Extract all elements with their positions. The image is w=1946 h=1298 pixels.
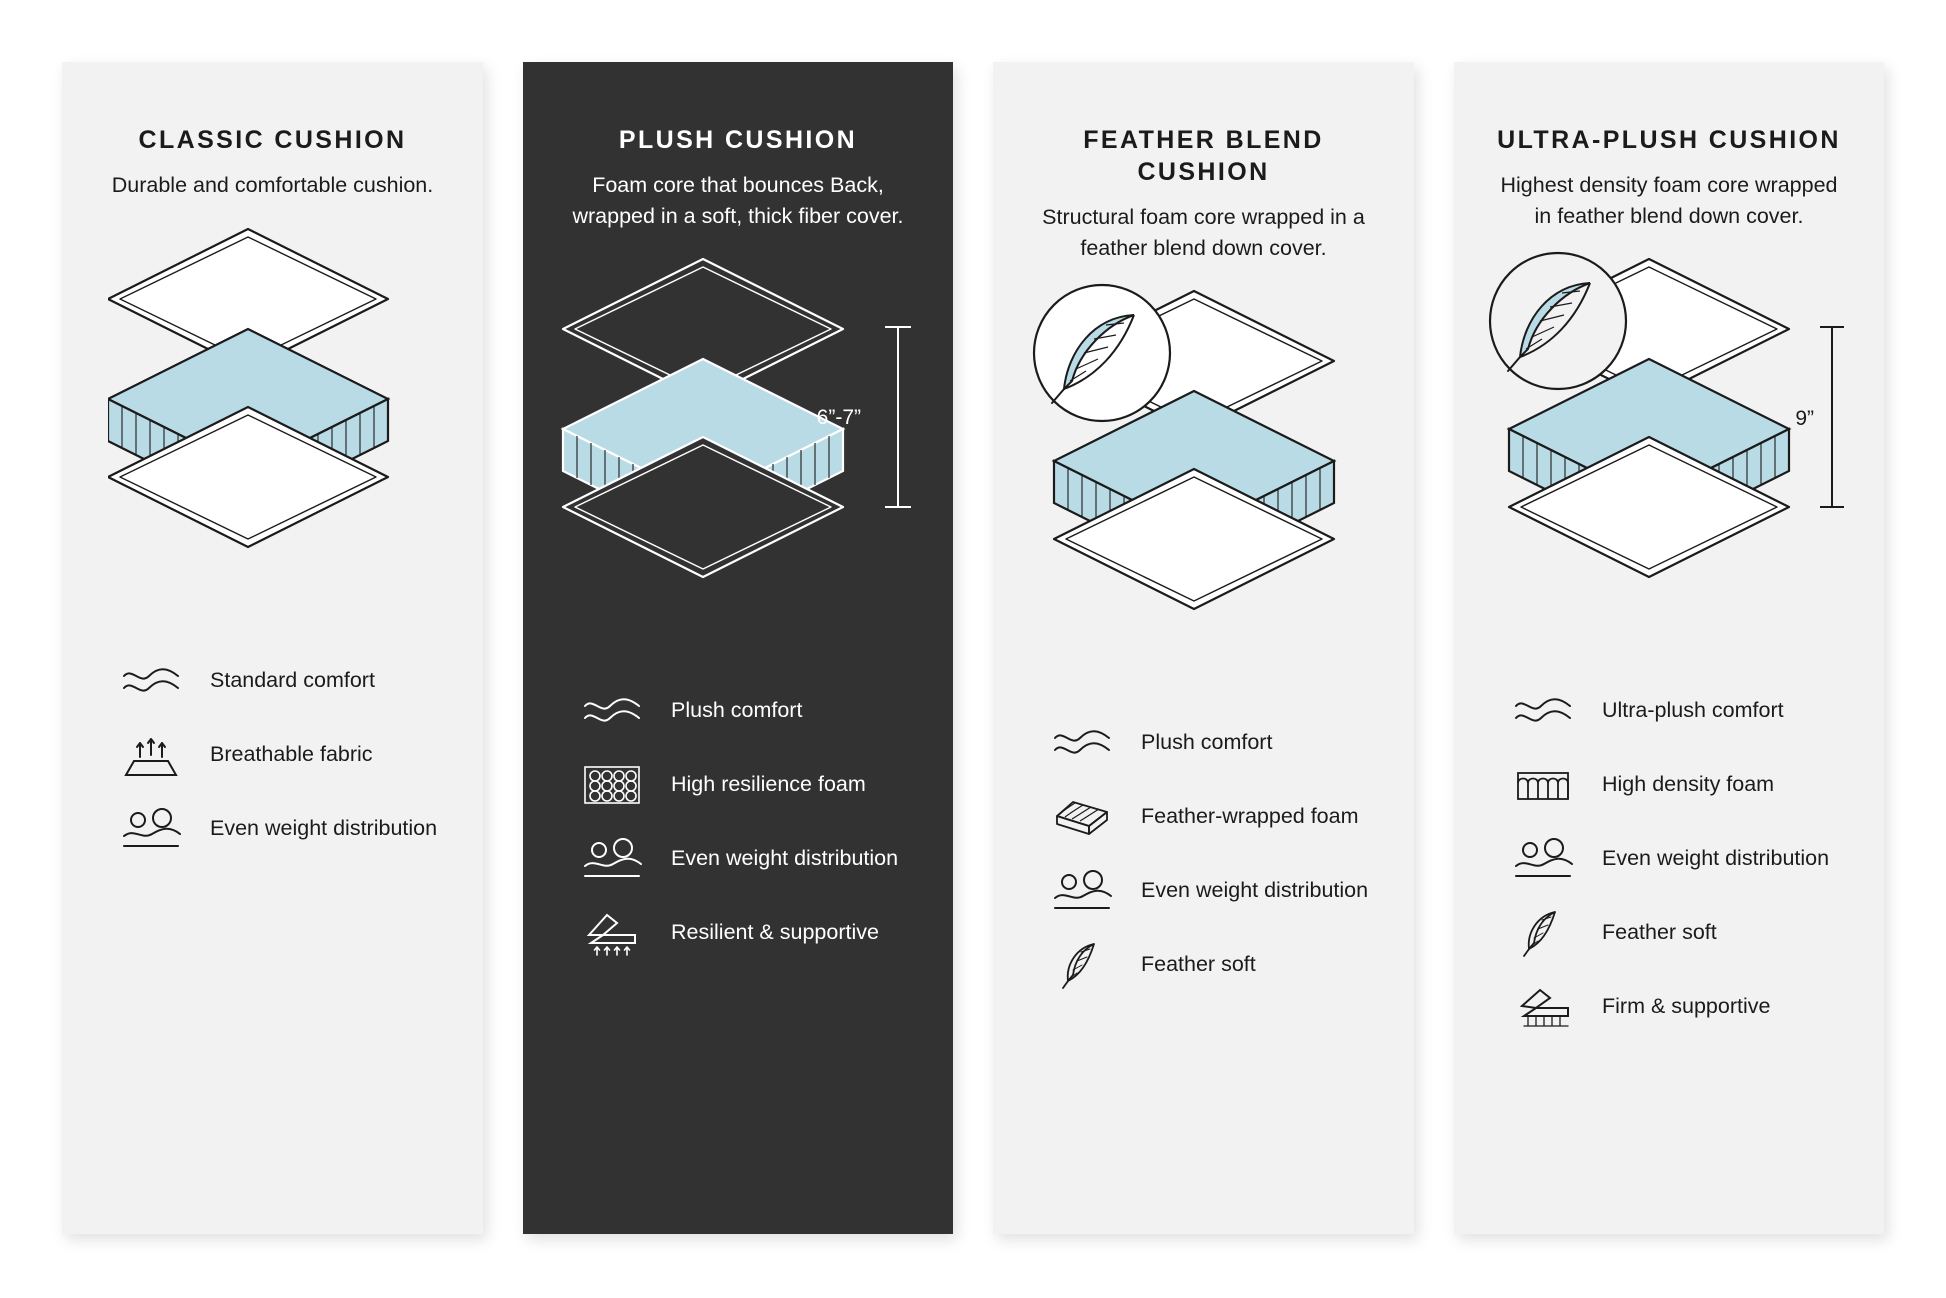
card-plush-cushion[interactable]: [523, 62, 953, 1234]
card-description: Foam core that bounces Back, wrapped in a soft, thick fiber cover.: [572, 173, 904, 228]
page-title: ULTRA-PLUSH CUSHION: [1497, 126, 1841, 154]
dimension-bracket: [885, 327, 911, 507]
feather-wrapped-foam-icon: [1049, 791, 1115, 843]
feature-list: [1484, 685, 1854, 1033]
list-item[interactable]: [1049, 717, 1384, 769]
list-item[interactable]: [1510, 833, 1854, 885]
list-item-label: Even weight distribution: [1602, 846, 1830, 871]
list-item-label: Feather soft: [1141, 952, 1256, 977]
list-item-label: Even weight distribution: [210, 815, 438, 840]
dimension-bracket: [1820, 327, 1844, 507]
waves-icon: [118, 655, 184, 707]
list-item[interactable]: [579, 685, 923, 737]
cushion-diagram-classic: [92, 219, 453, 649]
list-item-label: Ultra-plush comfort: [1602, 698, 1784, 723]
waves-icon: [579, 685, 645, 737]
card-description: Structural foam core wrapped in a feather blend down cover.: [1042, 205, 1365, 260]
even-weight-icon: [118, 803, 184, 855]
list-item-label: Firm & supportive: [1602, 994, 1771, 1019]
list-item-label: Plush comfort: [671, 698, 803, 723]
feather-icon: [1049, 939, 1115, 991]
list-item-label: High resilience foam: [671, 772, 866, 797]
waves-icon: [1510, 685, 1576, 737]
list-item[interactable]: [1049, 791, 1384, 843]
list-item[interactable]: [579, 907, 923, 959]
list-item[interactable]: [1510, 907, 1854, 959]
dimension-label: 9”: [1795, 407, 1814, 431]
page-title: CLASSIC CUSHION: [138, 126, 407, 154]
supportive-seat-icon: [579, 907, 645, 959]
list-item-label: Even weight distribution: [671, 846, 899, 871]
cushion-diagram-ultra-plush: [1484, 249, 1854, 679]
list-item-label: Standard comfort: [210, 667, 375, 692]
feather-icon: [1510, 907, 1576, 959]
card-ultra-plush-cushion[interactable]: [1454, 62, 1884, 1234]
supportive-seat-icon: [1510, 981, 1576, 1033]
list-item[interactable]: [1510, 759, 1854, 811]
list-item-label: Resilient & supportive: [671, 920, 879, 945]
dimension-label: 6”-7”: [816, 406, 861, 430]
list-item[interactable]: [1049, 865, 1384, 917]
page-title: PLUSH CUSHION: [618, 126, 858, 154]
list-item-label: High density foam: [1602, 772, 1775, 797]
even-weight-icon: [579, 833, 645, 885]
cushion-diagram-plush: [553, 249, 923, 679]
waves-icon: [1049, 717, 1115, 769]
list-item[interactable]: [579, 759, 923, 811]
card-description: Highest density foam core wrapped in feather blend down cover.: [1500, 173, 1838, 228]
list-item[interactable]: [118, 803, 453, 855]
list-item[interactable]: [1510, 685, 1854, 737]
even-weight-icon: [1049, 865, 1115, 917]
list-item-label: Even weight distribution: [1141, 878, 1369, 903]
feature-list: [1023, 717, 1384, 991]
feature-list: [92, 655, 453, 855]
card-description: Durable and comfortable cushion.: [111, 173, 434, 197]
honeycomb-foam-icon: [579, 759, 645, 811]
list-item-label: Plush comfort: [1141, 730, 1273, 755]
list-item-label: Breathable fabric: [210, 741, 373, 766]
list-item[interactable]: [1049, 939, 1384, 991]
feather-badge-icon: [1490, 253, 1626, 389]
list-item[interactable]: [1510, 981, 1854, 1033]
even-weight-icon: [1510, 833, 1576, 885]
page-title: FEATHER BLEND CUSHION: [1083, 126, 1324, 186]
list-item-label: Feather-wrapped foam: [1141, 804, 1359, 829]
feather-badge-icon: [1034, 285, 1170, 421]
card-classic-cushion[interactable]: [62, 62, 483, 1234]
card-feather-blend-cushion[interactable]: [993, 62, 1414, 1234]
feature-list: [553, 685, 923, 959]
high-density-foam-icon: [1510, 759, 1576, 811]
breathable-fabric-icon: [118, 729, 184, 781]
list-item[interactable]: [118, 655, 453, 707]
cushion-diagram-feather-blend: [1023, 281, 1384, 711]
list-item-label: Feather soft: [1602, 920, 1717, 945]
list-item[interactable]: [118, 729, 453, 781]
list-item[interactable]: [579, 833, 923, 885]
